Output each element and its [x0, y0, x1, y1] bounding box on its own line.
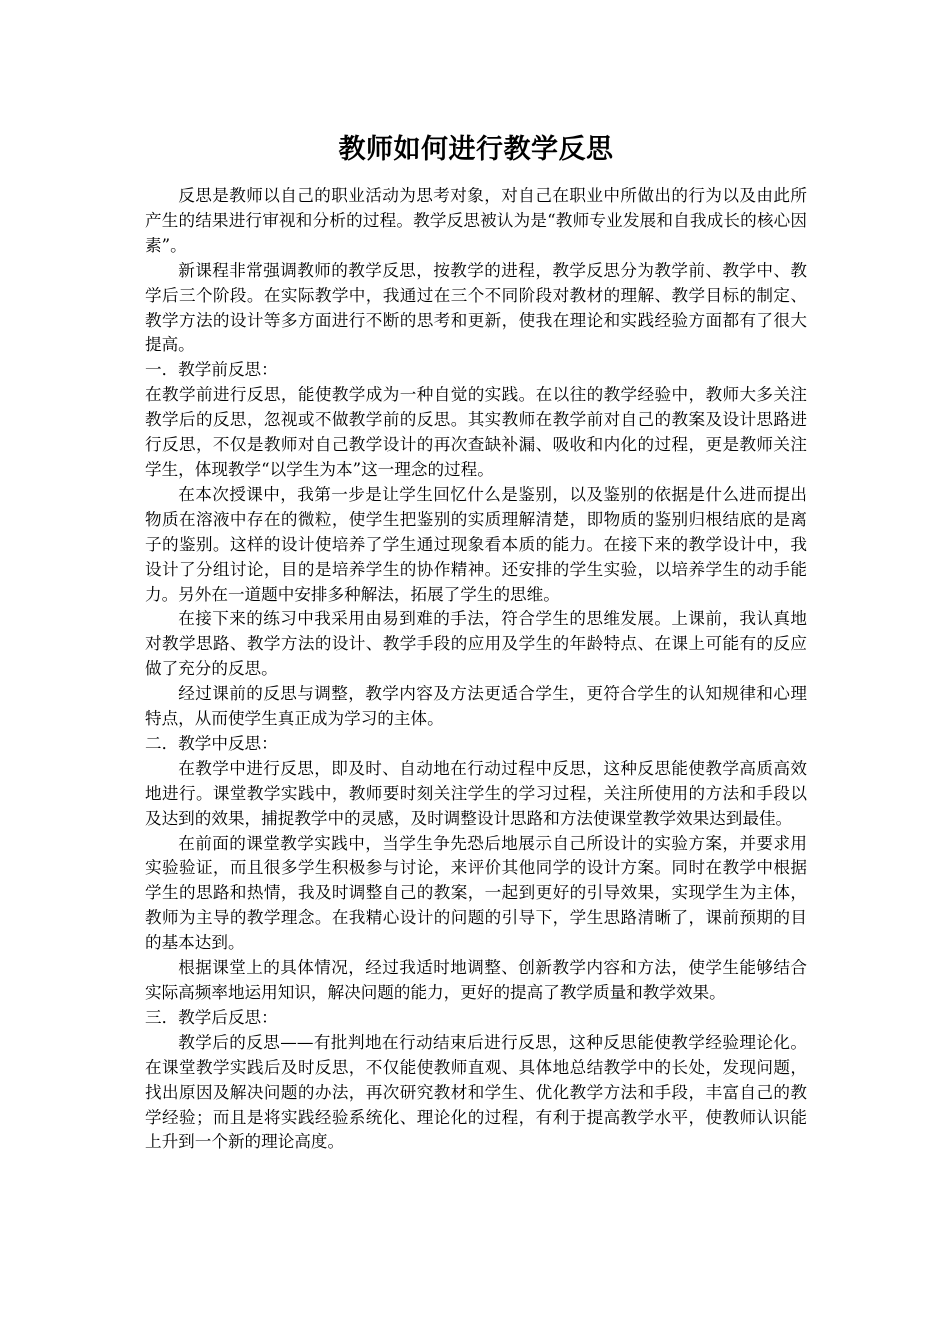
section1-paragraph-3: 在接下来的练习中我采用由易到难的手法，符合学生的思维发展。上课前，我认真地对教学思路、教学方法的设计、教学手段的应用及学生的年龄特点、在课上可能有的反应做了充分的反思。 — [145, 609, 807, 679]
section-heading-pre-teaching: 一．教学前反思： — [145, 360, 278, 380]
intro-paragraph-2: 新课程非常强调教师的教学反思，按教学的进程，教学反思分为教学前、教学中、教学后三个阶段。在实际教学中，我通过在三个不同阶段对教材的理解、教学目标的制定、教学方法的设计等多方面进行不断的思考和更新，使我在理论和实践经验方面都有了很大提高。 — [145, 260, 807, 355]
section-heading-post-teaching: 三．教学后反思： — [145, 1007, 278, 1027]
document-page — [145, 128, 807, 1155]
section1-paragraph-2: 在本次授课中，我第一步是让学生回忆什么是鉴别，以及鉴别的依据是什么进而提出物质在溶液中存在的微粒，使学生把鉴别的实质理解清楚，即物质的鉴别归根结底的是离子的鉴别。这样的设计使培养了学生通过现象看本质的能力。在接下来的教学设计中，我设计了分组讨论，目的是培养学生的协作精神。还安排的学生实验，以培养学生的动手能力。另外在一道题中安排多种解法，拓展了学生的思维。 — [145, 484, 807, 604]
section2-paragraph-2: 在前面的课堂教学实践中，当学生争先恐后地展示自己所设计的实验方案，并要求用实验验证，而且很多学生积极参与讨论，来评价其他同学的设计方案。同时在教学中根据学生的思路和热情，我及时调整自己的教案，一起到更好的引导效果，实现学生为主体，教师为主导的教学理念。在我精心设计的问题的引导下，学生思路清晰了，课前预期的目的基本达到。 — [145, 833, 807, 953]
section3-paragraph-1: 教学后的反思——有批判地在行动结束后进行反思，这种反思能使教学经验理论化。在课堂教学实践后及时反思，不仅能使教师直观、具体地总结教学中的长处，发现问题，找出原因及解决问题的办法，再次研究教材和学生、优化教学方法和手段，丰富自己的教学经验；而且是将实践经验系统化、理论化的过程，有利于提高教学水平，使教师认识能上升到一个新的理论高度。 — [145, 1032, 807, 1152]
section2-paragraph-1: 在教学中进行反思，即及时、自动地在行动过程中反思，这种反思能使教学高质高效地进行。课堂教学实践中，教师要时刻关注学生的学习过程，关注所使用的方法和手段以及达到的效果，捕捉教学中的灵感，及时调整设计思路和方法使课堂教学效果达到最佳。 — [145, 758, 807, 828]
section-heading-in-teaching: 二．教学中反思： — [145, 733, 278, 753]
section1-paragraph-1: 在教学前进行反思，能使教学成为一种自觉的实践。在以往的教学经验中，教师大多关注教学后的反思，忽视或不做教学前的反思。其实教师在教学前对自己的教案及设计思路进行反思，不仅是教师对自己教学设计的再次查缺补漏、吸收和内化的过程，更是教师关注学生，体现教学“以学生为本”这一理念的过程。 — [145, 385, 807, 479]
document-title: 教师如何进行教学反思 — [338, 134, 614, 165]
intro-paragraph-1: 反思是教师以自己的职业活动为思考对象，对自己在职业中所做出的行为以及由此所产生的结果进行审视和分析的过程。教学反思被认为是“教师专业发展和自我成长的核心因素”。 — [145, 186, 807, 255]
section1-paragraph-4: 经过课前的反思与调整，教学内容及方法更适合学生，更符合学生的认知规律和心理特点，从而使学生真正成为学习的主体。 — [145, 684, 807, 729]
section2-paragraph-3: 根据课堂上的具体情况，经过我适时地调整、创新教学内容和方法，使学生能够结合实际高频率地运用知识，解决问题的能力，更好的提高了教学质量和教学效果。 — [145, 958, 807, 1002]
